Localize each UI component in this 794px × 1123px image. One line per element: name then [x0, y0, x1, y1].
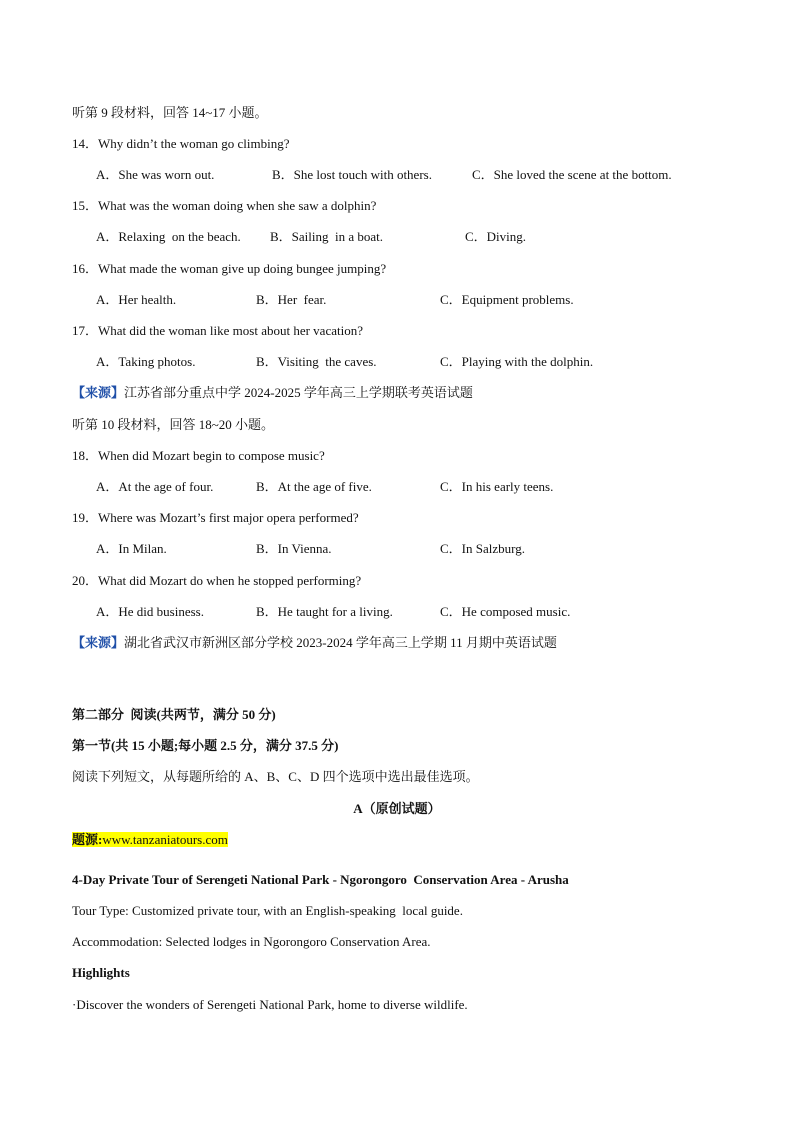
- question-20-option-a: A．He did business.: [96, 604, 204, 619]
- question-19-stem: 19．Where was Mozart’s first major opera performed?: [72, 510, 359, 525]
- question-14-option-a: A．She was worn out.: [96, 167, 215, 182]
- question-17-option-a: A．Taking photos.: [96, 354, 196, 369]
- source-line-1: [72, 385, 473, 401]
- passage-title: A（原创试题）: [353, 801, 441, 816]
- source-tag: 【来源】: [72, 635, 125, 650]
- section-title: 第一节(共 15 小题;每小题 2.5 分，满分 37.5 分): [72, 738, 339, 753]
- intro-passage-9: 听第 9 段材料，回答 14~17 小题。: [72, 105, 268, 120]
- passage-source: [72, 832, 228, 848]
- highlights-heading: Highlights: [72, 965, 130, 980]
- reading-instruction: 阅读下列短文，从每题所给的 A、B、C、D 四个选项中选出最佳选项。: [72, 769, 479, 784]
- source-tag: 【来源】: [72, 385, 125, 400]
- question-15-option-b: B．Sailing in a boat.: [270, 229, 384, 244]
- question-15-stem: 15．What was the woman doing when she saw a dolphin?: [72, 198, 377, 213]
- question-15-option-a: A．Relaxing on the beach.: [96, 229, 241, 244]
- accommodation: Accommodation: Selected lodges in Ngorongoro Conservation Area.: [72, 934, 431, 949]
- highlight-item: ·Discover the wonders of Serengeti National Park, home to diverse wildlife.: [72, 997, 468, 1012]
- source-url: www.tanzaniatours.com: [102, 832, 228, 847]
- question-20-option-b: B．He taught for a living.: [256, 604, 393, 619]
- question-20-option-c: C．He composed music.: [440, 604, 571, 619]
- question-14-option-b: B．She lost touch with others.: [272, 167, 432, 182]
- question-14-stem: 14．Why didn’t the woman go climbing?: [72, 136, 290, 151]
- question-19-option-a: A．In Milan.: [96, 541, 167, 556]
- question-16-option-a: A．Her health.: [96, 292, 177, 307]
- tour-type: Tour Type: Customized private tour, with an English-speaking local guide.: [72, 903, 463, 918]
- part-title: 第二部分 阅读(共两节，满分 50 分): [72, 707, 276, 722]
- question-18-stem: 18．When did Mozart begin to compose music?: [72, 448, 325, 463]
- question-17-stem: 17．What did the woman like most about her vacation?: [72, 323, 363, 338]
- question-16-option-b: B．Her fear.: [256, 292, 327, 307]
- question-19-option-b: B．In Vienna.: [256, 541, 332, 556]
- question-17-option-c: C．Playing with the dolphin.: [440, 354, 594, 369]
- source-text: 湖北省武汉市新洲区部分学校 2023-2024 学年高三上学期 11 月期中英语试题: [124, 635, 557, 650]
- question-16-option-c: C．Equipment problems.: [440, 292, 574, 307]
- question-18-option-a: A．At the age of four.: [96, 479, 214, 494]
- question-17-option-b: B．Visiting the caves.: [256, 354, 377, 369]
- source-label: 题源:: [72, 832, 103, 847]
- question-20-stem: 20．What did Mozart do when he stopped performing?: [72, 573, 362, 588]
- intro-passage-10: 听第 10 段材料，回答 18~20 小题。: [72, 417, 275, 432]
- question-18-option-c: C．In his early teens.: [440, 479, 554, 494]
- question-14-option-c: C．She loved the scene at the bottom.: [472, 167, 672, 182]
- question-19-option-c: C．In Salzburg.: [440, 541, 525, 556]
- tour-title: 4-Day Private Tour of Serengeti National Park - Ngorongoro Conservation Area - Arusha: [72, 872, 569, 887]
- source-line-2: [72, 635, 557, 651]
- question-18-option-b: B．At the age of five.: [256, 479, 372, 494]
- question-15-option-c: C．Diving.: [465, 229, 527, 244]
- question-16-stem: 16．What made the woman give up doing bungee jumping?: [72, 261, 387, 276]
- source-text: 江苏省部分重点中学 2024-2025 学年高三上学期联考英语试题: [124, 385, 473, 400]
